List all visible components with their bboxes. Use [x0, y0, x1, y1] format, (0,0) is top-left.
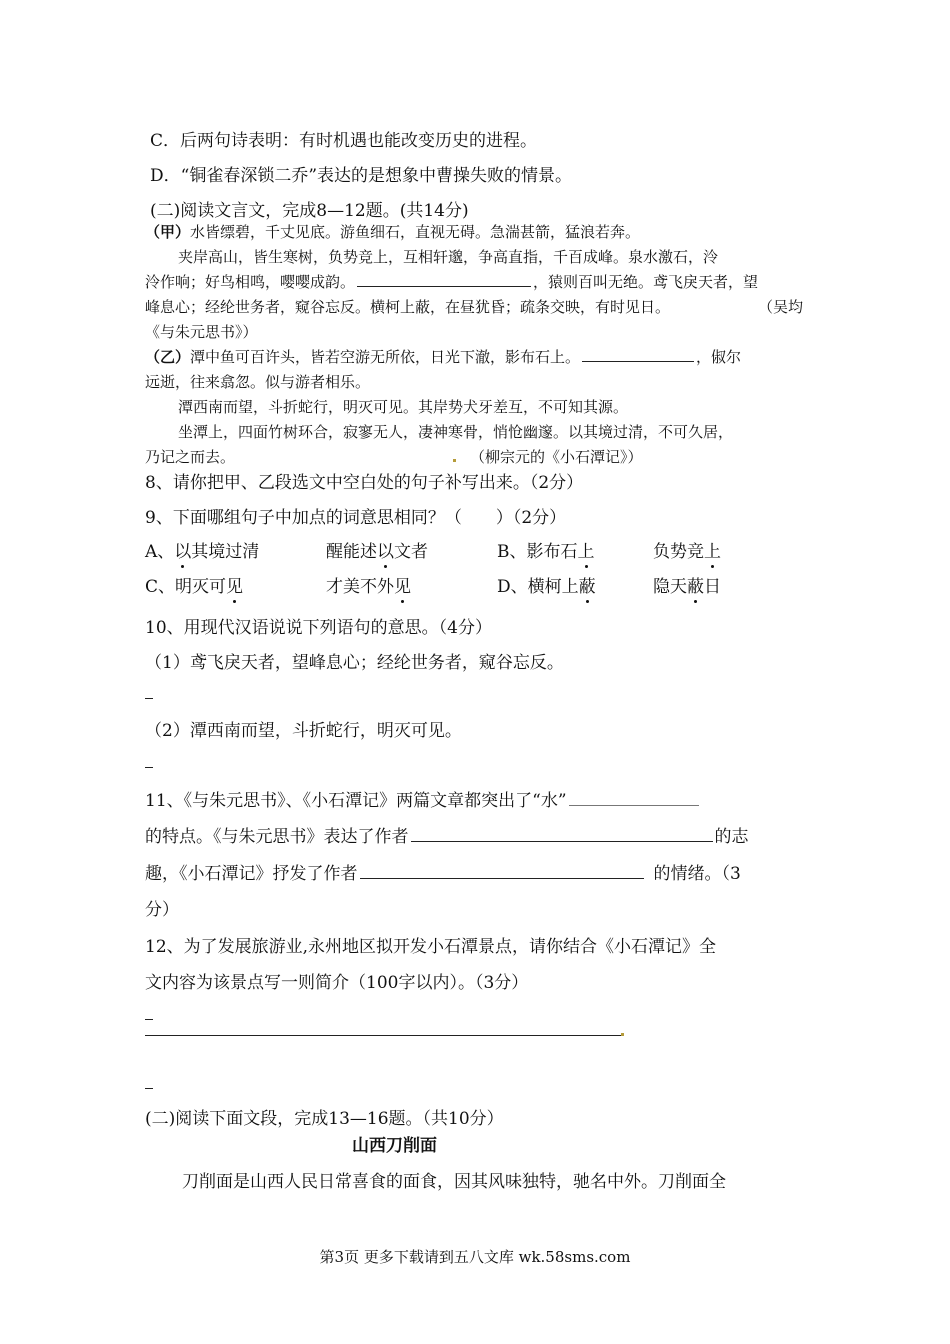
question-11-line3: 趣，《小石潭记》抒发了作者 的情绪。（3	[145, 864, 741, 884]
dotted-char: 上	[704, 542, 721, 562]
question-10-s2: （2）潭西南而望，斗折蛇行，明灭可见。	[145, 721, 462, 741]
scan-speck	[453, 459, 456, 462]
passage-yi-line1: （乙）潭中鱼可百许头，皆若空游无所依，日光下澈，影布石上。 ，俶尔	[145, 348, 742, 366]
passage-yi-line2: 远逝，往来翕忽。似与游者相乐。	[145, 373, 371, 391]
question-11-line2: 的特点。《与朱元思书》表达了作者 的志	[145, 827, 749, 847]
passage-jia-label: （甲）	[145, 223, 191, 241]
passage-jia-line3: 泠作响；好鸟相鸣，嘤嘤成韵。 ，猿则百叫无绝。鸢飞戾天者，望	[145, 273, 759, 291]
answer-line-mark[interactable]	[145, 698, 153, 699]
q9-option-d2: 隐天蔽日	[653, 577, 721, 597]
answer-line-mark[interactable]	[145, 1088, 153, 1089]
q9-option-b2: 负势竞上	[653, 542, 721, 562]
dotted-char: 蔽	[578, 577, 596, 597]
q9-option-c2: 才美不外见	[326, 577, 411, 597]
passage-yi-line5: 乃记之而去。	[145, 448, 236, 466]
option-c: C．后两句诗表明：有时机遇也能改变历史的进程。	[150, 131, 538, 151]
article-paragraph-1: 刀削面是山西人民日常喜食的面食，因其风味独特，驰名中外。刀削面全	[182, 1172, 726, 1192]
q9-option-c1: C、明灭可见	[145, 577, 244, 597]
dotted-char: 蔽	[687, 577, 704, 597]
passage-jia-line4: 峰息心；经纶世务者，窥谷忘反。横柯上蔽，在昼犹昏；疏条交映，有时见日。	[145, 298, 671, 316]
q9-option-a2: 醒能述以文者	[326, 542, 428, 562]
passage-yi-label: （乙）	[145, 348, 191, 366]
fill-blank-yi[interactable]	[582, 360, 694, 362]
q9-option-a1: A、以其境过清	[145, 542, 260, 562]
q9-option-d1: D、横柯上蔽	[497, 577, 596, 597]
question-9-stem: 9、下面哪组句子中加点的词意思相同？（ ）（2分）	[145, 508, 567, 528]
section-title-classical: (二)阅读文言文，完成8—12题。(共14分)	[150, 201, 469, 221]
passage-jia-source: 《与朱元思书》）	[145, 323, 258, 341]
question-10-s1: （1）鸢飞戾天者，望峰息心；经纶世务者，窥谷忘反。	[145, 653, 564, 673]
question-11-line1: 11、《与朱元思书》、《小石潭记》两篇文章都突出了“水”	[145, 786, 701, 811]
dotted-char: 上	[577, 542, 595, 562]
question-10-stem: 10、用现代汉语说说下列语句的意思。（4分）	[145, 618, 492, 638]
dotted-char: 见	[226, 577, 244, 597]
answer-line[interactable]	[145, 1035, 623, 1036]
passage-yi-source: （柳宗元的《小石潭记》）	[470, 448, 643, 466]
question-11-line4: 分）	[145, 900, 179, 920]
passage-jia-line2: 夹岸高山，皆生寒树，负势竞上，互相轩邈，争高直指，千百成峰。泉水激石，泠	[178, 248, 719, 266]
scan-speck	[621, 1033, 624, 1036]
fill-blank-q11-b[interactable]	[411, 840, 713, 842]
passage-jia-line1: （甲）水皆缥碧，千丈见底。游鱼细石，直视无碍。急湍甚箭，猛浪若奔。	[145, 223, 641, 241]
answer-line-mark[interactable]	[145, 767, 153, 768]
dotted-char: 以	[377, 542, 394, 562]
fill-blank-jia[interactable]	[357, 285, 531, 287]
answer-line-mark[interactable]	[145, 1019, 153, 1020]
question-12-line1: 12、为了发展旅游业,永州地区拟开发小石潭景点，请你结合《小石潭记》全	[145, 937, 717, 957]
question-12-line2: 文内容为该景点写一则简介（100字以内）。（3分）	[145, 973, 529, 993]
q9-option-b1: B、影布石上	[497, 542, 595, 562]
option-d: D．“铜雀春深锁二乔”表达的是想象中曹操失败的情景。	[150, 166, 573, 186]
question-8: 8、请你把甲、乙段选文中空白处的句子补写出来。（2分）	[145, 473, 584, 493]
article-title: 山西刀削面	[352, 1136, 437, 1156]
passage-yi-line3: 潭西南而望，斗折蛇行，明灭可见。其岸势犬牙差互，不可知其源。	[178, 398, 629, 416]
fill-blank-q11-c[interactable]	[360, 877, 644, 879]
dotted-char: 见	[394, 577, 411, 597]
passage-jia-author: （吴均	[758, 298, 804, 316]
fill-blank-q11-a[interactable]	[569, 804, 699, 806]
section-title-reading: (二)阅读下面文段，完成13—16题。（共10分）	[145, 1109, 504, 1129]
passage-yi-line4: 坐潭上，四面竹树环合，寂寥无人，凄神寒骨，悄怆幽邃。以其境过清，不可久居，	[178, 423, 734, 441]
page-footer: 第3页 更多下载请到五八文库 wk.58sms.com	[319, 1248, 631, 1266]
dotted-char: 以	[174, 542, 192, 562]
